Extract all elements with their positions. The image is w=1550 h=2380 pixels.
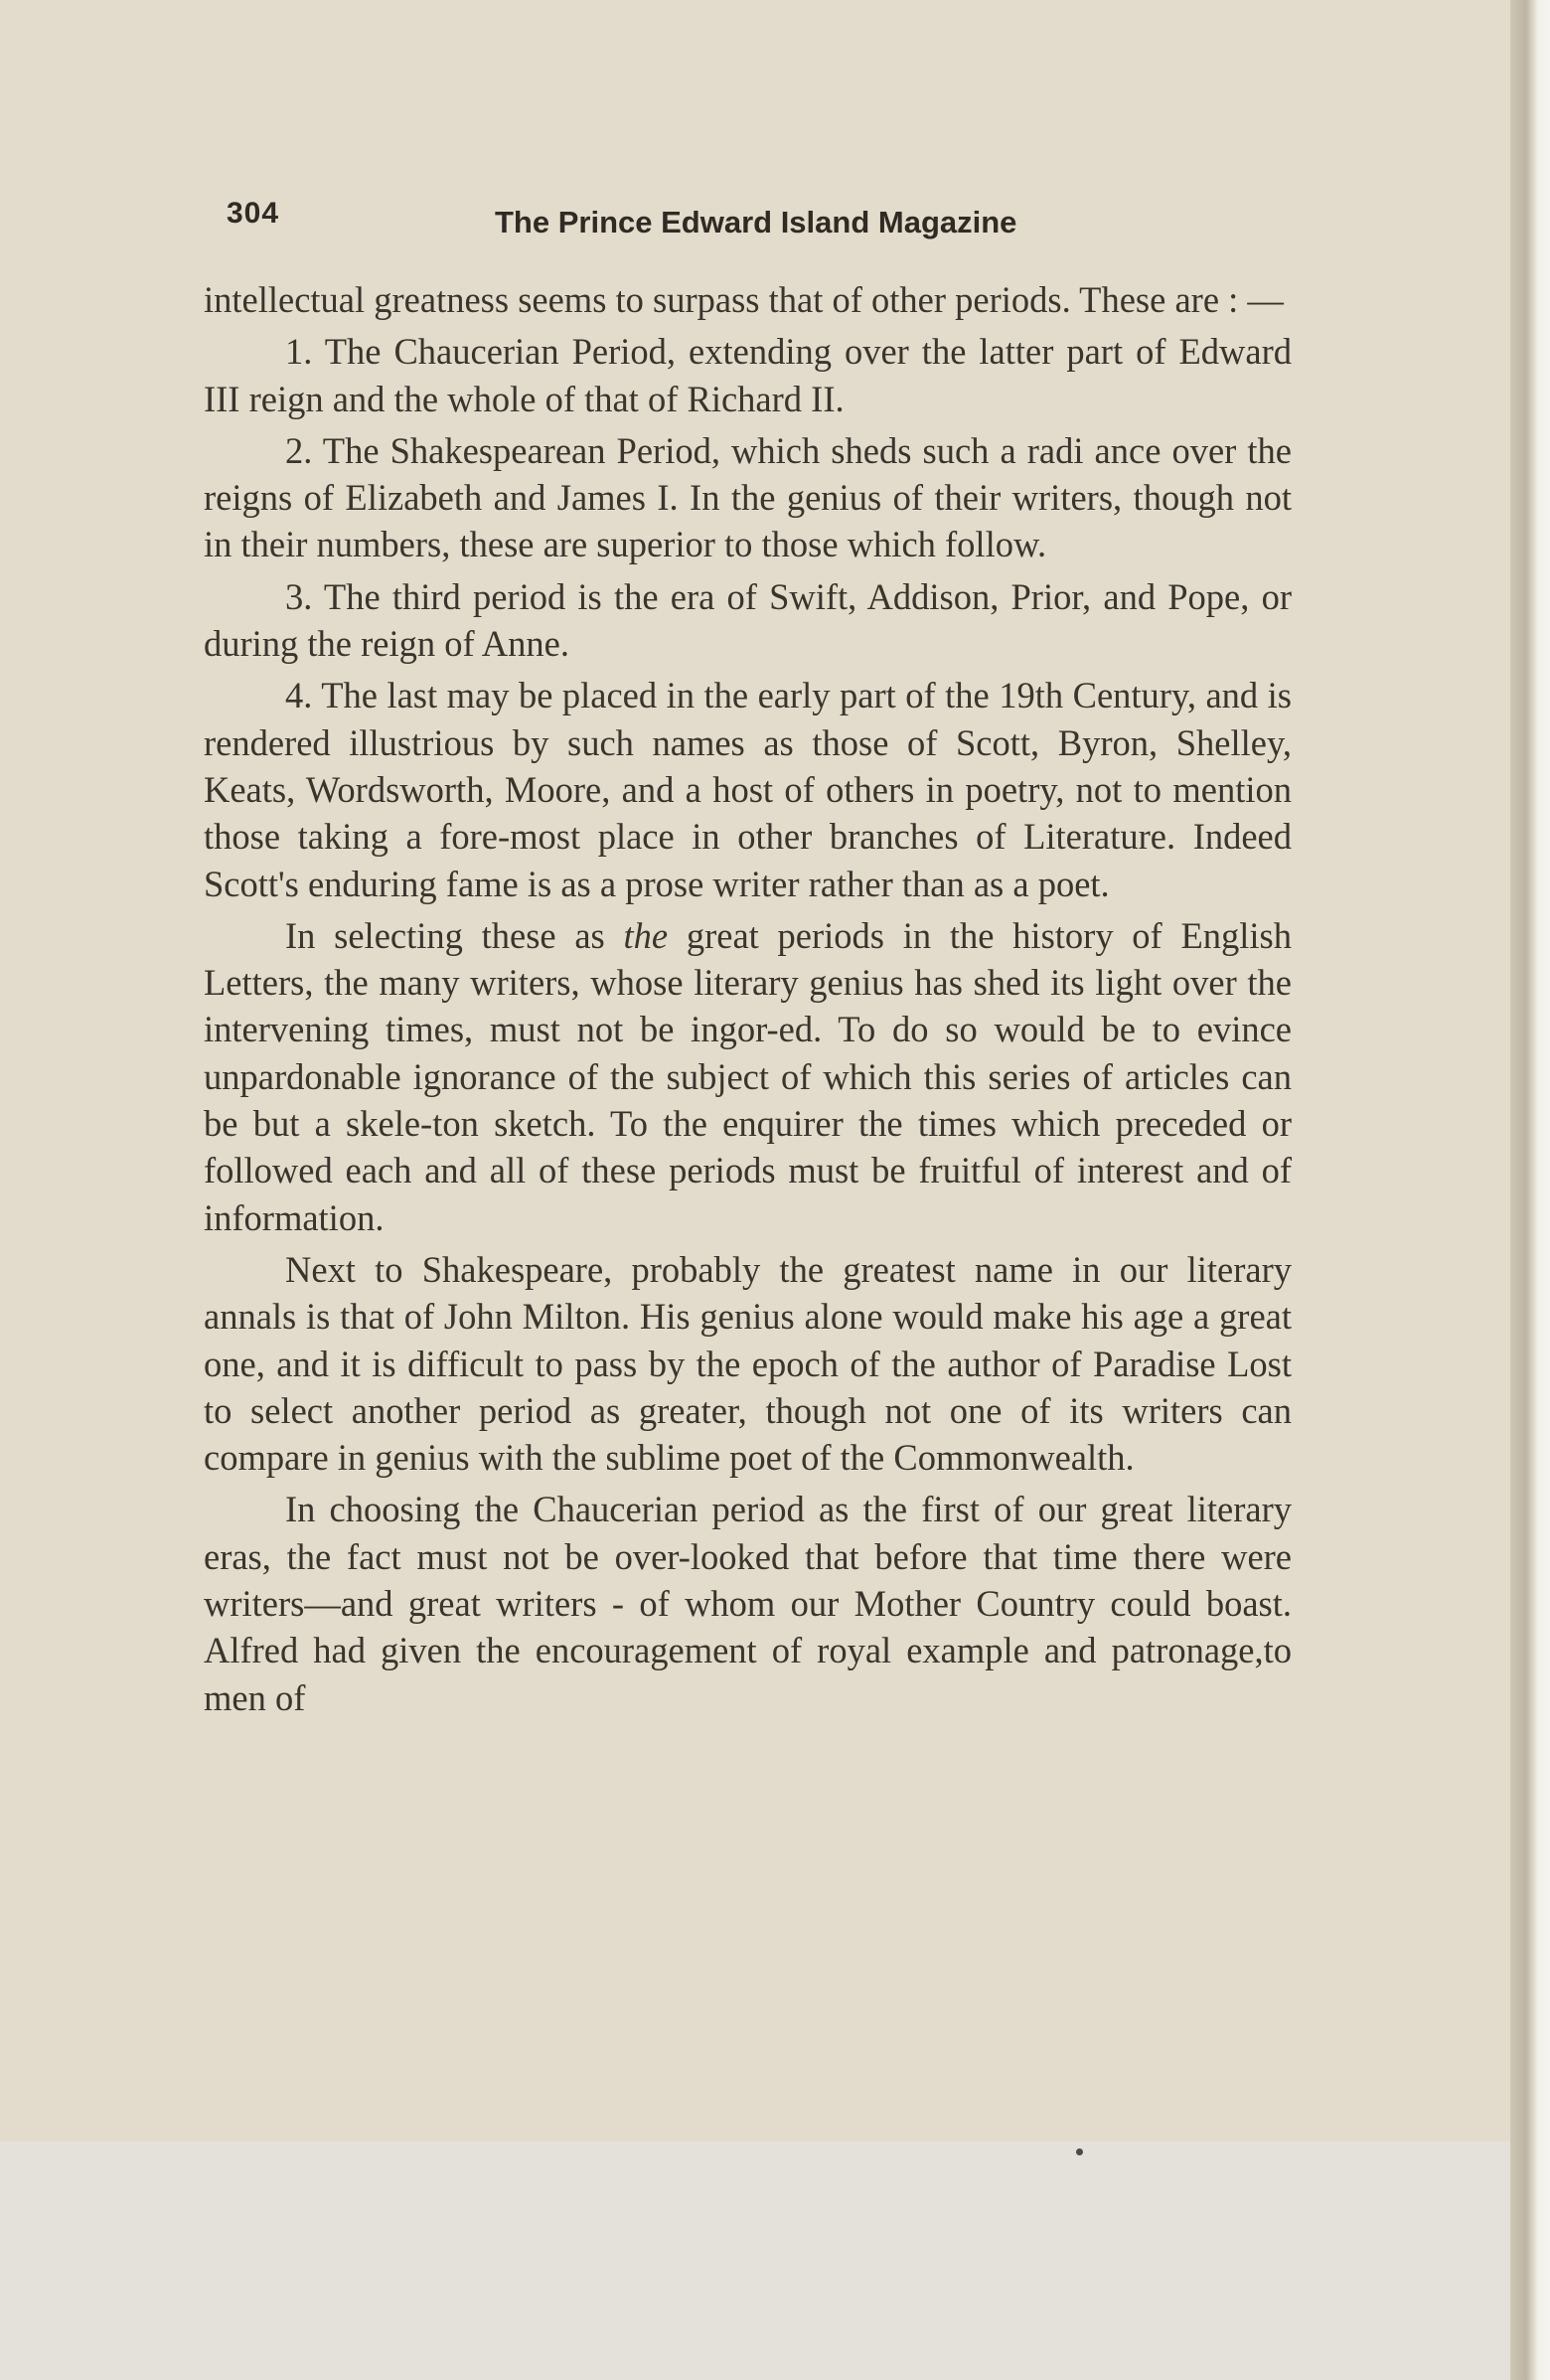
emphasized-word: the	[623, 914, 669, 956]
ink-dot	[1076, 2148, 1083, 2155]
running-head	[227, 197, 1280, 244]
paragraph-text: great periods in the history of English Letters, the many writers, whose literary genius has shed its light over the intervening times, must not be ingor-ed. To do so would be to evince unpardonable ignorance of the subject of which this series of articles can be but a skele-ton sketch. To the enquirer the times which preceded or followed each and all of these periods must be fruitful of interest and of information.	[204, 914, 1292, 1238]
paragraph-continuation: intellectual greatness seems to surpass that of other periods. These are : —	[204, 279, 1284, 320]
page-number: 304	[227, 197, 280, 230]
body-text	[204, 276, 1292, 1726]
bottom-margin	[0, 2142, 1510, 2380]
paragraph-shakespearean-period: 2. The Shakespearean Period, which sheds such a radi ance over the reigns of Elizabeth and James I. In the genius of their writers, though not in their numbers, these are superior to those which follow.	[204, 429, 1292, 565]
page-edge	[1510, 0, 1550, 2380]
journal-title: The Prince Edward Island Magazine	[495, 205, 1017, 239]
paragraph-milton: Next to Shakespeare, probably the greatest name in our literary annals is that of John Milton. His genius alone would make his age a great one, and it is difficult to pass by the epoch of the author of Paradise Lost to select another period as greater, though not one of its writers can compare in genius with the sublime poet of the Commonwealth.	[204, 1248, 1292, 1479]
paragraph-chaucerian-period: 1. The Chaucerian Period, extending over the latter part of Edward III reign and the whole of that of Richard II.	[204, 331, 1292, 419]
paragraph-selecting-periods	[204, 912, 1292, 1241]
paragraph-chaucerian-choice: In choosing the Chaucerian period as the first of our great literary eras, the fact must not be over-looked that before that time there were writers—and great writers - of whom our Mother Country could boast. Alfred had given the encouragement of royal example and patronage,to men of	[204, 1489, 1292, 1718]
paragraph-last-period: 4. The last may be placed in the early part of the 19th Century, and is rendered illustrious by such names as those of Scott, Byron, Shelley, Keats, Wordsworth, Moore, and a host of others in poetry, not to mention those taking a fore-most place in other branches of Literature. Indeed Scott's enduring fame is as a prose writer rather than as a poet.	[204, 675, 1292, 904]
paragraph-text: In selecting these as	[285, 914, 624, 956]
paragraph-third-period: 3. The third period is the era of Swift, Addison, Prior, and Pope, or during the reign of Anne.	[204, 575, 1292, 665]
